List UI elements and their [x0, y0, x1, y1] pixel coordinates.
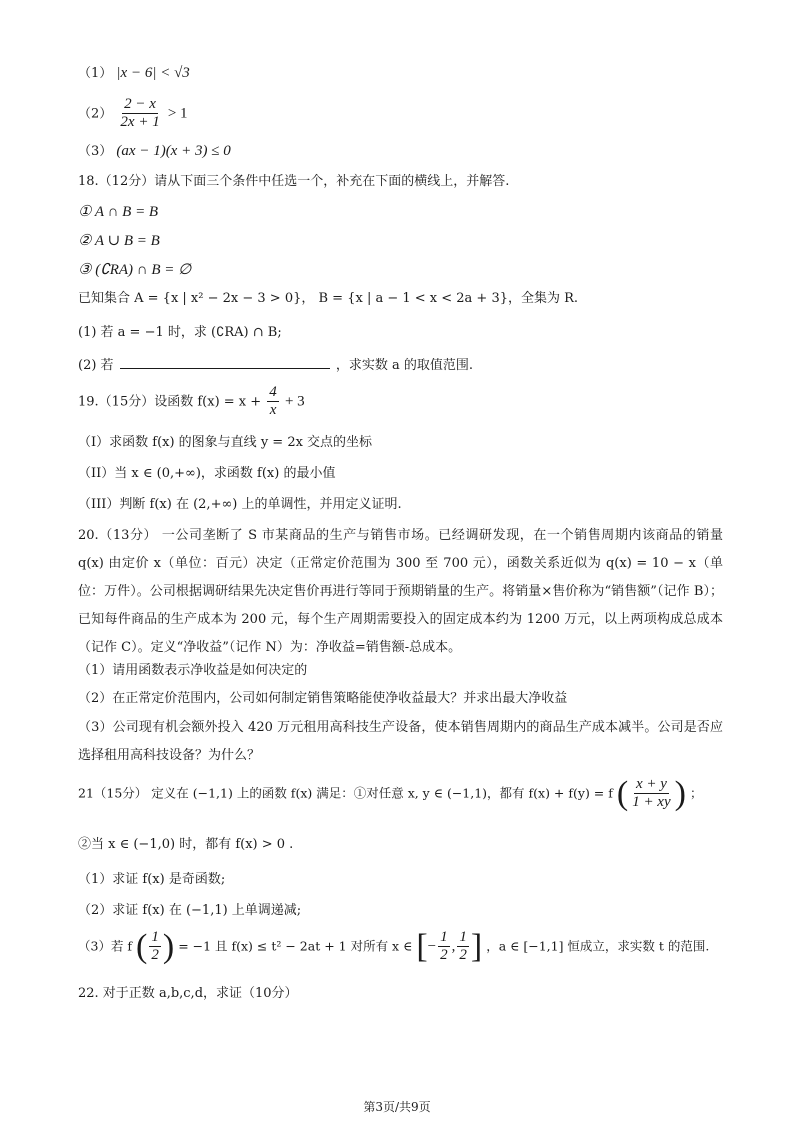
q18-condition-1: ① A ∩ B = B [78, 204, 159, 220]
answer-blank[interactable] [120, 356, 330, 369]
q18-sub-2 [78, 356, 473, 374]
q21-sub-3-middle: = −1 且 f(x) ≤ t² − 2at + 1 对所有 x ∈ [178, 938, 413, 954]
fraction-denominator: 2x + 1 [120, 114, 160, 131]
q19-fraction [267, 384, 279, 420]
q21-sub-3-fraction [149, 929, 161, 965]
q17-part-1 [78, 64, 190, 82]
fraction-numerator: 1 [438, 929, 450, 947]
q20-sub-2: （2）在正常定价范围内，公司如何制定销售策略能使净收益最大？并求出最大净收益 [78, 691, 568, 706]
q17-part-2 [78, 96, 188, 132]
q21-sub-2: （2）求证 f(x) 在 (−1,1) 上单调递减; [78, 903, 302, 918]
page-footer: 第3页/共9页 [363, 1100, 431, 1114]
fraction-denominator: 2 [440, 947, 448, 964]
q17-part-3 [78, 142, 231, 160]
q18-given-set-a: 已知集合 A = {x | x² − 2x − 3 > 0}， [78, 291, 315, 306]
q17-part-3-label: （3） [78, 144, 113, 159]
q18-heading: 18.（12分）请从下面三个条件中任选一个，补充在下面的横线上，并解答. [78, 174, 510, 189]
interval-left-fraction [438, 929, 450, 965]
q21-heading-prefix: 21（15分） 定义在 (−1,1) 上的函数 f(x) 满足：①对任意 x, y ∈ (−1,1)，都有 f(x) + f(y) = f [78, 785, 613, 801]
fraction-denominator: 2 [459, 947, 467, 964]
q19-heading-suffix: + 3 [284, 393, 305, 410]
q22-heading: 22. 对于正数 a,b,c,d，求证（10分） [78, 986, 298, 1001]
right-bracket: ] [470, 927, 483, 965]
right-paren: ) [674, 774, 686, 812]
right-paren: ) [162, 927, 175, 965]
interval-left-sign: − [427, 938, 437, 955]
left-paren: ( [616, 774, 629, 812]
q21-fraction [630, 776, 672, 812]
q17-part-2-fraction [118, 96, 161, 132]
q18-sub-2-suffix: ，求实数 a 的取值范围. [335, 358, 473, 373]
q20-sub-3: （3）公司现有机会额外投入 420 万元租用高科技生产设备，使本销售周期内的商品生产成本减半。公司是否应选择租用高科技设备？为什么？ [78, 720, 723, 763]
q21-sub-3-prefix: （3）若 f [78, 938, 133, 954]
q19-sub-3: （III）判断 f(x) 在 (2,+∞) 上的单调性，并用定义证明. [78, 497, 402, 512]
left-paren: ( [136, 927, 148, 965]
q20-body: 20.（13分） 一公司垄断了 S 市某商品的生产与销售市场。已经调研发现，在一个销售周期内该商品的销量 q(x) 由定价 x（单位：百元）决定（正常定价范围为 300 至 700 元），函数关系近似为 q(x) = 10 − x（单位：万件）。公司根据调研结果先决定售价再进行等同于预期销量的生产。将销量×售价称为“销售额”（记作 B）；已知每件商品的生产成本为 200 元，每个生产周期需要投入的固定成本约为 1200 万元，以上两项构成总成本（记作 C）。定义“净收益”（记作 N）为：净收益=销售额-总成本。 [78, 528, 723, 655]
q21-sub-3 [78, 929, 709, 965]
q19-heading [78, 384, 305, 420]
q19-sub-1: （I）求函数 f(x) 的图象与直线 y = 2x 交点的坐标 [78, 435, 373, 450]
left-bracket: [ [416, 927, 428, 965]
q17-part-1-label: （1） [78, 66, 113, 81]
q17-part-1-expr: |x − 6| < √3 [116, 65, 190, 81]
q20-sub-1: （1）请用函数表示净收益是如何决定的 [78, 663, 308, 678]
fraction-numerator: 1 [149, 929, 161, 947]
q17-part-3-expr: (ax − 1)(x + 3) ≤ 0 [116, 143, 231, 159]
q17-part-2-relation: > 1 [167, 105, 188, 122]
q18-given-set-b: B = {x | a − 1 < x < 2a + 3}，全集为 R. [318, 291, 579, 306]
fraction-numerator: 4 [267, 384, 279, 402]
q21-sub-3-suffix: ，a ∈ [−1,1] 恒成立，求实数 t 的范围. [486, 938, 710, 954]
q19-heading-prefix: 19.（15分）设函数 f(x) = x + [78, 394, 262, 410]
q21-condition-2: ②当 x ∈ (−1,0) 时，都有 f(x) > 0 . [78, 837, 294, 852]
q21-heading [78, 776, 702, 812]
interval-comma: , [451, 938, 456, 955]
q18-condition-3: ③ (∁RA) ∩ B = ∅ [78, 262, 192, 278]
q21-sub-1: （1）求证 f(x) 是奇函数; [78, 872, 226, 887]
q18-condition-2: ② A ∪ B = B [78, 233, 160, 249]
q18-sub-1: (1) 若 a = −1 时，求 (∁RA) ∩ B; [78, 325, 282, 340]
q21-heading-suffix: ； [689, 785, 703, 801]
q18-sub-2-prefix: (2) 若 [78, 358, 114, 373]
interval-right-fraction [457, 929, 469, 965]
q18-given [78, 291, 578, 307]
q17-part-2-label: （2） [78, 106, 113, 122]
fraction-denominator: 2 [151, 947, 159, 964]
fraction-numerator: 1 [457, 929, 469, 947]
fraction-denominator: 1 + xy [632, 794, 671, 811]
fraction-numerator: x + y [634, 776, 669, 794]
fraction-numerator: 2 − x [122, 96, 158, 114]
fraction-denominator: x [269, 402, 277, 419]
q19-sub-2: （II）当 x ∈ (0,+∞)，求函数 f(x) 的最小值 [78, 466, 336, 481]
